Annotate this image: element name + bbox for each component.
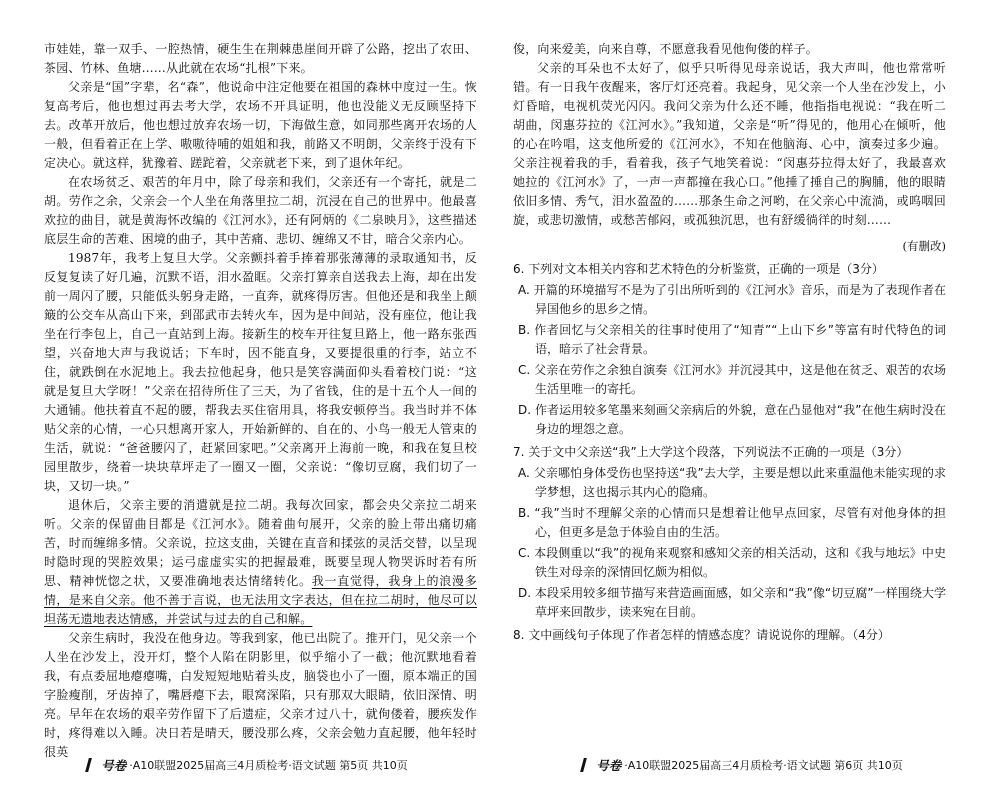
brand-logo-text: 号卷 xyxy=(101,758,127,773)
brand-logo-text: 号卷 xyxy=(596,758,622,773)
question-6 xyxy=(513,260,946,439)
body-paragraph: 市娃娃，靠一双手、一腔热情，硬生生在荆棘患崖间开辟了公路，挖出了农田、茶园、竹林、鱼塘……从此就在农场“扎根”下来。 xyxy=(44,42,477,75)
footer-text: ·A10联盟2025届高三4月质检考·语文试题 第6页 共10页 xyxy=(624,759,903,772)
body-paragraph: 俊，向来爱美，向来自尊，不愿意我看见他佝偻的样子。 xyxy=(513,42,819,56)
source-note: (有删改) xyxy=(902,239,946,253)
question-option: D. 本段采用较多细节描写来营造画面感，如父亲和“我”像“切豆腐”一样围绕大学草坪来回散步，读来宛在目前。 xyxy=(518,586,946,619)
question-option: C. 本段侧重以“我”的视角来观察和感知父亲的相关活动，这和《我与地坛》中史铁生对母亲的深情回忆颇为相似。 xyxy=(518,546,946,579)
question-option: C. 父亲在劳作之余独自演奏《江河水》并沉浸其中，这是他在贫乏、艰苦的农场生活里唯一的寄托。 xyxy=(518,363,946,396)
question-stem: 6. 下列对文本相关内容和艺术特色的分析鉴赏，正确的一项是（3分） xyxy=(513,262,884,276)
question-stem: 8. 文中画线句子体现了作者怎样的情感态度？请说说你的理解。（4分） xyxy=(513,628,890,642)
question-option: B. 作者回忆与父亲相关的往事时使用了“知青”“上山下乡”等富有时代特色的词语，暗示了社会背景。 xyxy=(518,323,946,356)
brand-logo-icon xyxy=(85,758,99,772)
page-footer xyxy=(495,756,990,774)
page-footer xyxy=(0,756,495,774)
body-paragraph-with-underline xyxy=(44,496,477,629)
question-option: D. 作者运用较多笔墨来刻画父亲病后的外貌，意在凸显他对“我”在他生病时没在身边的埋怨之意。 xyxy=(518,403,946,436)
brand-logo-icon xyxy=(580,758,594,772)
question-7 xyxy=(513,443,946,622)
body-paragraph: 父亲的耳朵也不太好了，似乎只听得见母亲说话，我大声叫，他也常常听错。有一日我午夜醒来，客厅灯还亮着。我起身，见父亲一个人坐在沙发上，小灯昏暗，电视机荧光闪闪。我问父亲为什么还不睡，他指指电视说：“我在听二胡曲，闵惠芬拉的《江河水》。”我知道，父亲是“听”得见的，他用心在倾听，他的心在吟唱，这支他所爱的《江河水》，不知在他脑海、心中，演奏过多少遍。父亲注视着我的手，看着我，孩子气地笑着说：“闵惠芬拉得太好了，我最喜欢她拉的《江河水》了，一声一声都撞在我心口。”他捶了捶自己的胸脯，他的眼睛依旧多情、秀气，泪水盈盈的……那条生命之河哟，在父亲心中流淌，或呜咽回旋，或悲切激情，或愁苦郁闷，或孤独沉思，也有舒缓徜徉的时刻…… xyxy=(513,61,946,227)
body-paragraph: 父亲是“国”字辈，名“森”，他说命中注定他要在祖国的森林中度过一生。恢复高考后，他也想过再去考大学，农场不开具证明，他也没能义无反顾坚持下去。改革开放后，他也想过放弃农场一切，下海做生意，如同那些离开农场的人一般，但看着正在上学、嗷嗷待哺的姐姐和我，前路又不明朗，父亲终于没有下定决心。就这样，犹豫着、蹉跎着，父亲就老下来，到了退休年纪。 xyxy=(44,80,477,170)
underlined-sentence: 我一直觉得，我身上的浪漫多情，是来自父亲。他不善于言说，也无法用文字表达，但在拉二胡时，他尽可以坦荡无遗地表达情感，并尝试与过去的自己和解。 xyxy=(44,574,477,626)
question-option: A. 开篇的环境描写不是为了引出所听到的《江河水》音乐，而是为了表现作者在异国他乡的思乡之情。 xyxy=(518,283,946,316)
question-option: B. “我”当时不理解父亲的心情而只是想着让他早点回家，尽管有对他身体的担心，但更多是急于体验自由的生活。 xyxy=(518,506,946,539)
question-stem: 7. 关于文中父亲送“我”上大学这个段落，下列说法不正确的一项是（3分） xyxy=(513,445,909,459)
question-option: A. 父亲哪怕身体受伤也坚持送“我”去大学，主要是想以此来重温他未能实现的求学梦想，这也揭示其内心的隐痛。 xyxy=(518,466,946,499)
right-page xyxy=(495,0,990,800)
body-paragraph-text: 退休后，父亲主要的消遣就是拉二胡。我每次回家，都会央父亲拉二胡来听。父亲的保留曲目都是《江河水》。随着曲句展开，父亲的脸上带出痛切痛苦，时而缠绵多情。父亲说，拉这支曲，关键在直音和揉弦的灵活交替，以呈现时隐时现的哭腔效果；运弓虚虚实实的把握最难，既要呈现人物哭诉时若有所思、精神恍惚之状，又要准确地表达情绪转化。 xyxy=(44,498,477,588)
footer-text: ·A10联盟2025届高三4月质检考·语文试题 第5页 共10页 xyxy=(129,759,408,772)
body-paragraph: 父亲生病时，我没在他身边。等我到家，他已出院了。推开门，见父亲一个人坐在沙发上，没开灯，整个人陷在阴影里，似乎缩小了一截；他沉默地看着我，有点委屈地瘪瘪嘴，白发短短地贴着头皮，脑袋也小了一圈，原本端正的国字脸瘦削，牙齿掉了，嘴唇瘪下去，眼窝深陷，只有那双大眼睛，依旧深情、明亮。早年在农场的艰辛劳作留下了后遗症，父亲才过八十，就佝偻着，腰疾发作时，疼得难以入睡。决日若是晴天，腰没那么疼，父亲会勉力直起腰，他年轻时很英 xyxy=(44,631,477,759)
question-8 xyxy=(513,626,946,645)
body-paragraph: 在农场贫乏、艰苦的年月中，除了母亲和我们，父亲还有一个寄托，就是二胡。劳作之余，父亲会一个人坐在角落里拉二胡，沉浸在自己的世界中。他最喜欢拉的曲目，就是黄海怀改编的《江河水》，还有阿炳的《二泉映月》，这些描述底层生命的苦难、困境的曲子，其中苦痛、悲切、缠绵又不甘，暗合父亲内心。 xyxy=(44,175,477,246)
body-paragraph: 1987年，我考上复旦大学。父亲颤抖着手捧着那张薄薄的录取通知书，反反复复读了好几遍，沉默不语，泪水盈眶。父亲打算亲自送我去上海，却在出发前一周闪了腰，只能低头躬身走路，一直奔，就疼得厉害。但他还是和我坐上颠簸的公交车从高山下来，到邵武市去转火车，因为是中间站，没有座位，他让我坐在行李包上，自己一直站到上海。接新生的校车开往复旦路上，他一路东张西望，兴奋地大声与我说话；下车时，因不能直身，又要提很重的行李，站立不住，就跌倒在水泥地上。我去拉他起身，他只是笑容满面仰头看着校门说：“这就是复旦大学呀！”父亲在招待所住了三天，为了省钱，住的是十五个人一间的大通铺。他扶着直不起的腰，帮我去买住宿用具，将我安顿停当。我当时并不体贴父亲的心情，一心只想离开家人，开始新鲜的、自在的、小鸟一般无人管束的生活，就说：“爸爸腰闪了，赶紧回家吧。”父亲离开上海前一晚，和我在复旦校园里散步，绕着一块块草坪走了一圈又一圈，父亲说：“像切豆腐，我们切了一块，又切一块。” xyxy=(44,251,477,493)
